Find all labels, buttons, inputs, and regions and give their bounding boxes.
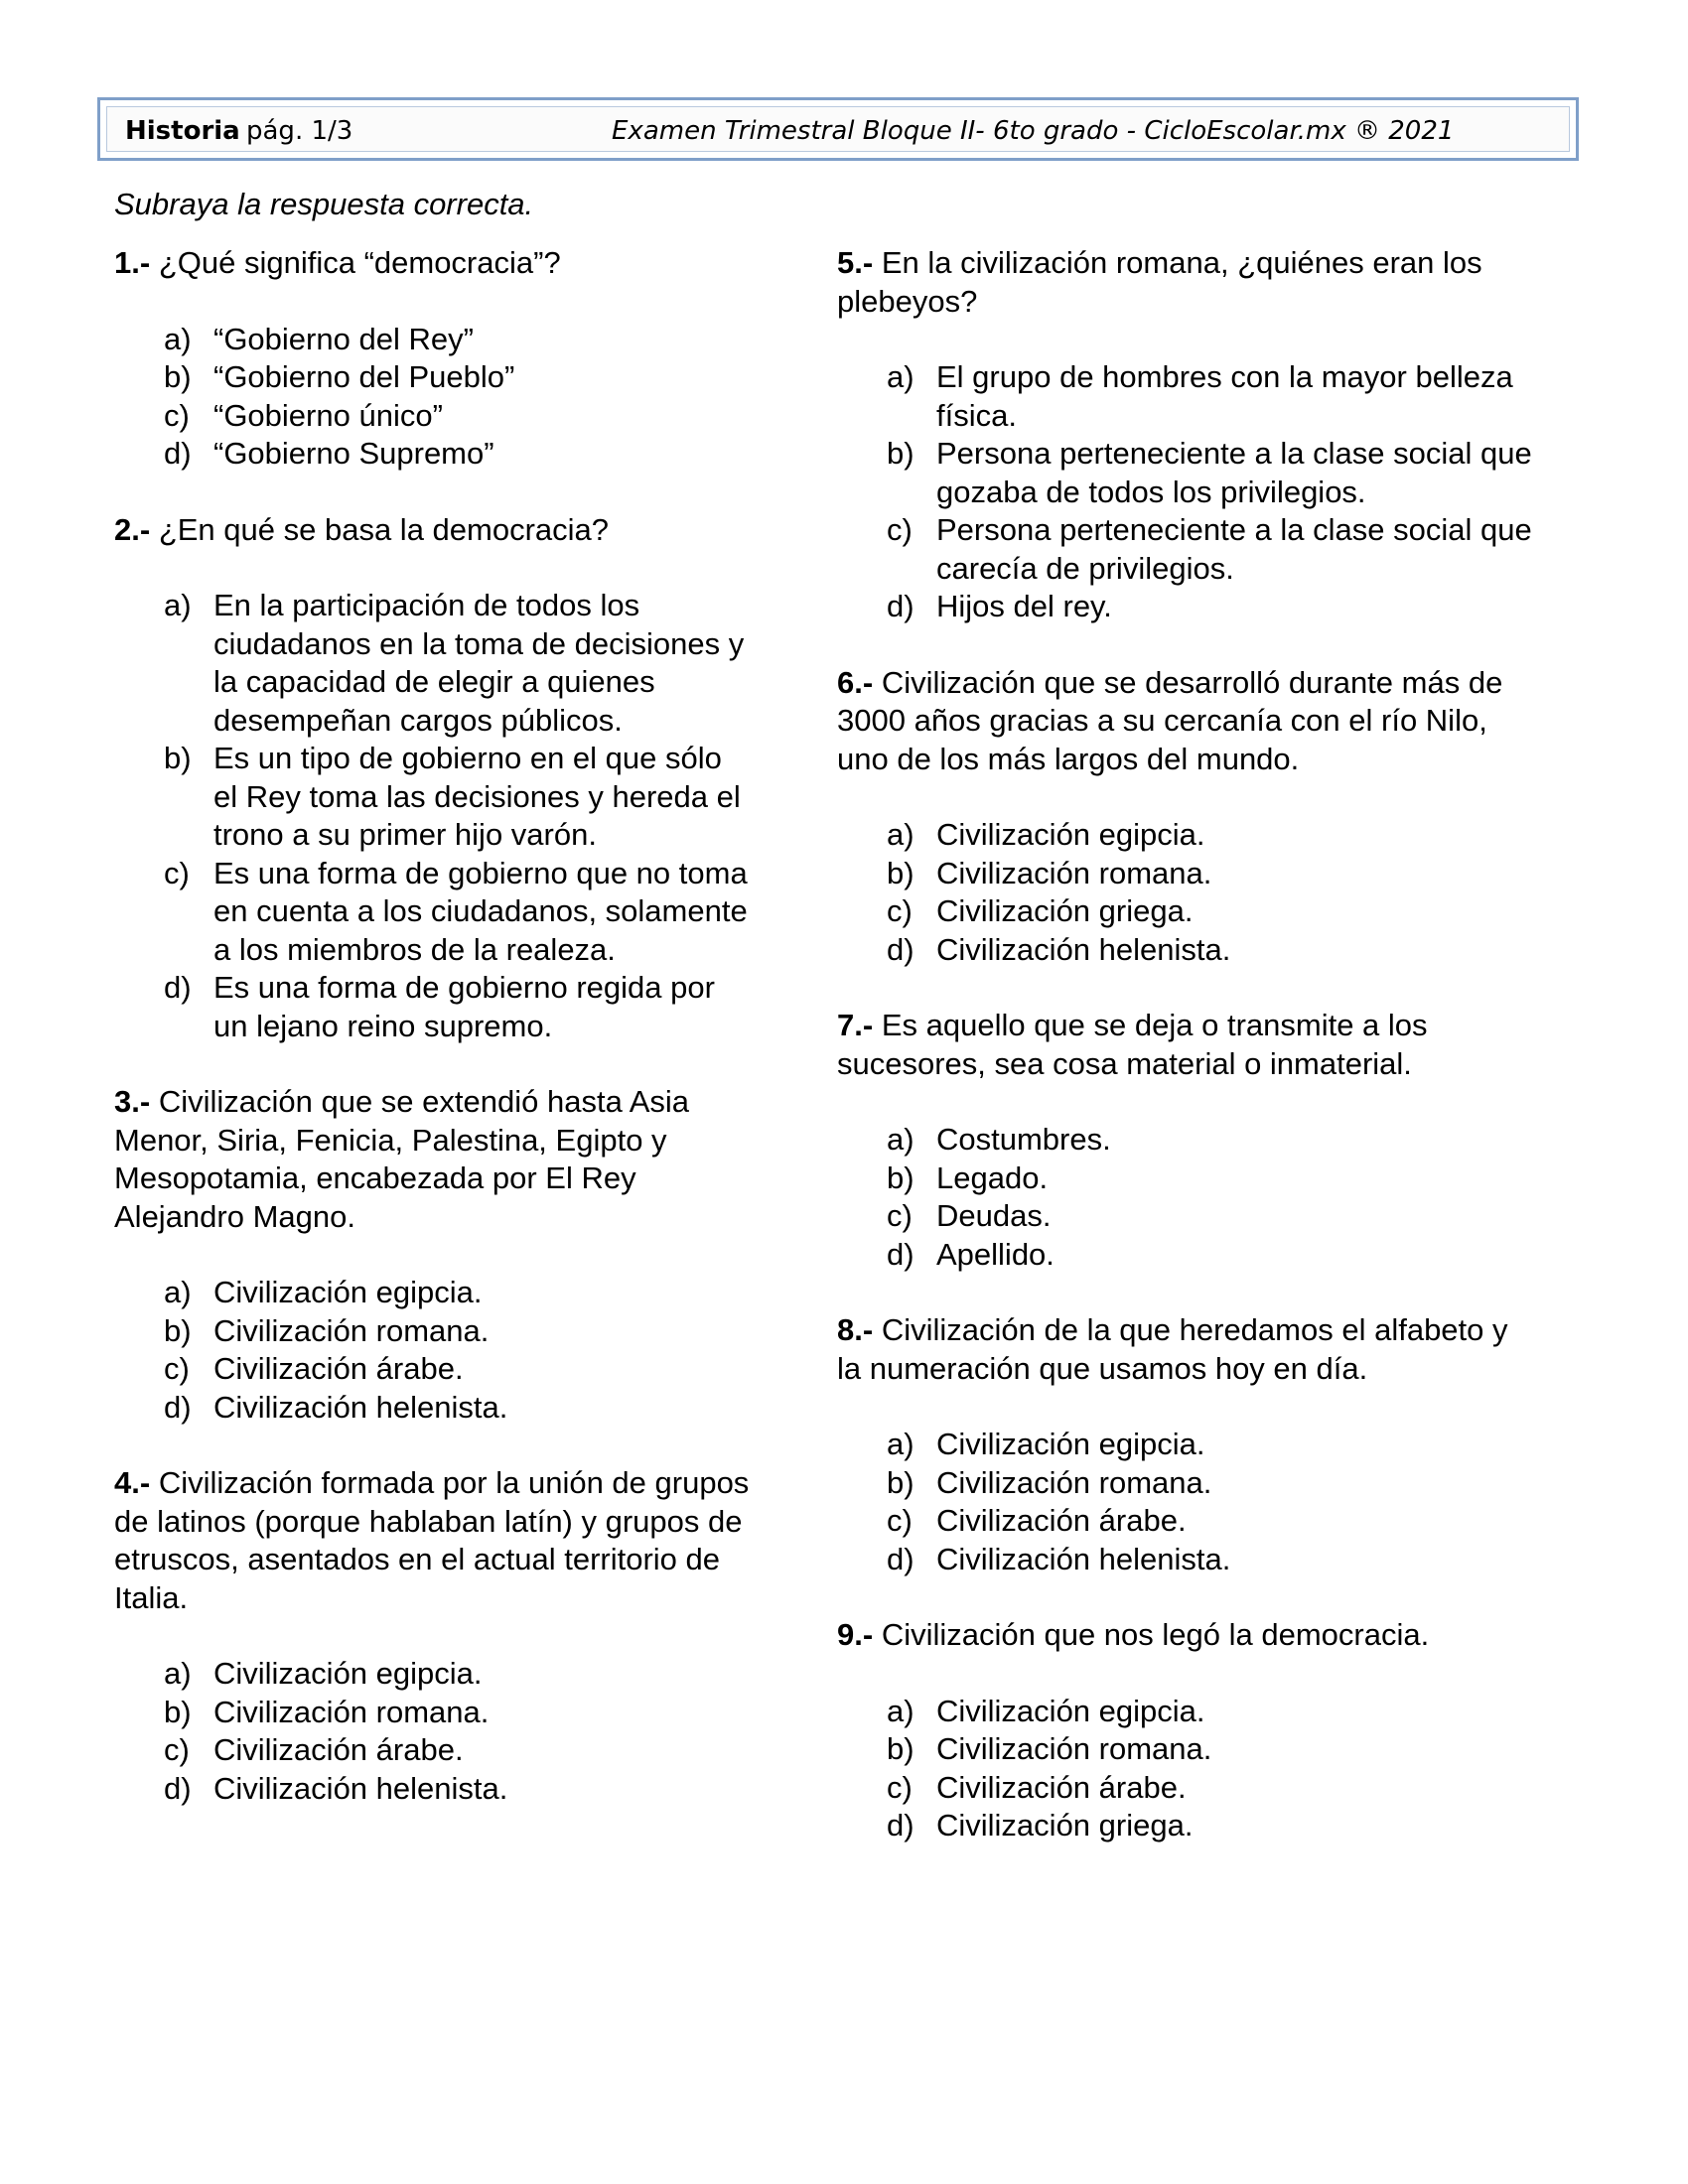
question-prompt: Civilización formada por la unión de grupos de latinos (porque hablaban latín) y grupos de etruscos, asentados en el actual territorio de Italia. (114, 1465, 750, 1615)
page-header-inner (106, 106, 1570, 152)
answer-options (837, 1121, 1532, 1274)
option-letter: b) (164, 741, 192, 775)
answer-option (114, 435, 750, 474)
option-letter: b) (887, 855, 914, 890)
answer-option (837, 1464, 1532, 1503)
option-letter: c) (164, 1351, 190, 1386)
question-prompt: Civilización que nos legó la democracia. (881, 1617, 1430, 1652)
option-text: Es una forma de gobierno regida por un lejano reino supremo. (213, 970, 715, 1043)
option-letter: a) (164, 588, 192, 622)
question-block (114, 244, 750, 474)
option-text: “Gobierno del Pueblo” (213, 359, 515, 394)
question-block (114, 511, 750, 1046)
option-text: Civilización griega. (936, 893, 1194, 928)
option-letter: c) (887, 1503, 913, 1538)
question-block (114, 1083, 750, 1427)
option-text: Civilización romana. (936, 1464, 1212, 1500)
left-column (114, 244, 750, 1845)
option-letter: d) (164, 970, 192, 1005)
option-text: Civilización helenista. (213, 1770, 508, 1806)
option-text: Hijos del rey. (936, 589, 1112, 623)
answer-option (837, 1769, 1532, 1808)
option-letter: d) (887, 1236, 914, 1272)
question-text (114, 1464, 750, 1617)
answer-option (114, 1694, 750, 1732)
question-text (114, 244, 750, 283)
answer-option (114, 969, 750, 1045)
exam-title: Examen Trimestral Bloque II- 6to grado - CicloEscolar.mx ® 2021 (612, 116, 1455, 146)
answer-options (114, 1274, 750, 1427)
answer-option (837, 435, 1532, 511)
option-letter: b) (164, 359, 192, 394)
option-letter: d) (887, 589, 914, 623)
answer-option (837, 1502, 1532, 1541)
option-text: Civilización romana. (936, 855, 1212, 890)
answer-option (114, 1731, 750, 1770)
question-prompt: Civilización que se extendió hasta Asia Menor, Siria, Fenicia, Palestina, Egipto y Mesopotamia, encabezada por El Rey Alejandro Magno. (114, 1084, 690, 1234)
answer-option (837, 816, 1532, 855)
question-number: 8.- (837, 1312, 874, 1347)
option-letter: d) (887, 931, 914, 967)
option-letter: a) (164, 1275, 192, 1309)
answer-option (114, 1274, 750, 1312)
answer-options (837, 1693, 1532, 1845)
option-text: En la participación de todos los ciudadanos en la toma de decisiones y la capacidad de elegir a quienes desempeñan cargos públicos. (213, 588, 745, 738)
answer-option (837, 588, 1532, 626)
question-block (837, 664, 1532, 970)
answer-option (114, 740, 750, 855)
question-number: 9.- (837, 1617, 874, 1652)
answer-option (114, 855, 750, 970)
option-letter: c) (887, 1198, 913, 1233)
question-number: 3.- (114, 1084, 151, 1119)
option-letter: c) (887, 512, 913, 547)
option-text: Civilización árabe. (936, 1769, 1187, 1805)
option-text: Civilización árabe. (936, 1503, 1187, 1538)
answer-option (114, 1655, 750, 1694)
answer-option (114, 1770, 750, 1809)
answer-options (837, 816, 1532, 969)
answer-option (837, 892, 1532, 931)
option-letter: d) (164, 1770, 192, 1806)
answer-option (837, 1426, 1532, 1464)
option-letter: a) (887, 817, 914, 852)
page-number: pág. 1/3 (246, 116, 353, 146)
option-text: El grupo de hombres con la mayor belleza física. (936, 359, 1513, 433)
option-letter: c) (887, 1769, 913, 1805)
answer-option (114, 358, 750, 397)
option-letter: a) (164, 1656, 192, 1691)
option-text: Deudas. (936, 1198, 1052, 1233)
answer-option (837, 1121, 1532, 1160)
question-text (837, 244, 1532, 321)
answer-option (837, 1160, 1532, 1198)
answer-options (837, 358, 1532, 626)
option-text: Costumbres. (936, 1122, 1111, 1157)
question-number: 6.- (837, 664, 874, 700)
page-header (97, 97, 1579, 161)
question-text (837, 664, 1532, 779)
option-letter: d) (887, 1808, 914, 1843)
option-text: Civilización romana. (213, 1694, 490, 1729)
option-text: Civilización árabe. (213, 1732, 464, 1767)
option-text: Es una forma de gobierno que no toma en cuenta a los ciudadanos, solamente a los miembros de la realeza. (213, 855, 748, 967)
option-text: Civilización helenista. (936, 931, 1231, 967)
question-number: 5.- (837, 245, 874, 280)
right-column (837, 244, 1532, 1883)
option-text: Es un tipo de gobierno en el que sólo el Rey toma las decisiones y hereda el trono a su primer hijo varón. (213, 741, 741, 852)
option-letter: a) (887, 1122, 914, 1157)
answer-option (837, 1197, 1532, 1236)
question-block (837, 1311, 1532, 1578)
question-block (114, 1464, 750, 1808)
question-number: 1.- (114, 245, 151, 280)
option-text: Civilización romana. (936, 1731, 1212, 1766)
option-letter: c) (887, 893, 913, 928)
question-text (837, 1007, 1532, 1083)
option-text: Civilización helenista. (936, 1541, 1231, 1576)
instructions: Subraya la respuesta correcta. (114, 187, 534, 221)
question-prompt: Es aquello que se deja o transmite a los sucesores, sea cosa material o inmaterial. (837, 1008, 1428, 1081)
answer-option (114, 587, 750, 740)
option-letter: b) (887, 1731, 914, 1766)
question-number: 7.- (837, 1008, 874, 1042)
answer-options (114, 1655, 750, 1808)
option-text: Civilización egipcia. (213, 1656, 483, 1691)
answer-option (114, 321, 750, 359)
option-text: Civilización egipcia. (936, 1693, 1205, 1728)
option-letter: a) (887, 1427, 914, 1461)
option-text: Persona perteneciente a la clase social que carecía de privilegios. (936, 512, 1532, 586)
question-text (114, 511, 750, 550)
option-letter: b) (887, 1464, 914, 1500)
question-block (837, 1616, 1532, 1845)
question-number: 4.- (114, 1465, 151, 1500)
option-text: Legado. (936, 1160, 1049, 1195)
answer-option (837, 1807, 1532, 1845)
question-block (837, 1007, 1532, 1274)
question-text (114, 1083, 750, 1236)
answer-option (837, 1236, 1532, 1275)
option-letter: b) (887, 436, 914, 471)
answer-options (114, 587, 750, 1045)
option-letter: d) (164, 1389, 192, 1425)
question-block (837, 244, 1532, 626)
option-letter: d) (164, 436, 192, 471)
option-letter: c) (164, 1732, 190, 1767)
answer-option (114, 1389, 750, 1428)
option-text: “Gobierno del Rey” (213, 321, 474, 356)
question-text (837, 1616, 1532, 1655)
question-number: 2.- (114, 511, 151, 547)
option-text: “Gobierno único” (213, 397, 443, 433)
subject-label: Historia (125, 116, 240, 146)
question-text (837, 1311, 1532, 1388)
option-text: “Gobierno Supremo” (213, 436, 494, 471)
answer-option (837, 1541, 1532, 1579)
option-letter: a) (887, 1693, 914, 1728)
answer-option (837, 855, 1532, 893)
answer-option (837, 931, 1532, 970)
option-letter: a) (164, 321, 192, 356)
answer-option (837, 511, 1532, 588)
answer-option (114, 1312, 750, 1351)
option-text: Civilización romana. (213, 1312, 490, 1348)
answer-option (114, 1350, 750, 1389)
question-prompt: ¿Qué significa “democracia”? (158, 245, 561, 280)
option-text: Civilización egipcia. (213, 1275, 483, 1309)
option-text: Civilización helenista. (213, 1389, 508, 1425)
answer-options (837, 1426, 1532, 1578)
option-letter: c) (164, 397, 190, 433)
option-text: Civilización árabe. (213, 1351, 464, 1386)
answer-option (837, 358, 1532, 435)
option-letter: d) (887, 1541, 914, 1576)
option-text: Civilización egipcia. (936, 1427, 1205, 1461)
option-text: Civilización egipcia. (936, 817, 1205, 852)
option-letter: c) (164, 855, 190, 890)
option-text: Persona perteneciente a la clase social que gozaba de todos los privilegios. (936, 436, 1532, 509)
option-letter: b) (887, 1160, 914, 1195)
answer-options (114, 321, 750, 474)
answer-option (114, 397, 750, 436)
option-letter: a) (887, 359, 914, 394)
option-letter: b) (164, 1312, 192, 1348)
question-prompt: En la civilización romana, ¿quiénes eran los plebeyos? (837, 245, 1482, 319)
answer-option (837, 1730, 1532, 1769)
question-prompt: ¿En qué se basa la democracia? (158, 511, 610, 547)
answer-option (837, 1693, 1532, 1731)
option-text: Civilización griega. (936, 1808, 1194, 1843)
option-letter: b) (164, 1694, 192, 1729)
option-text: Apellido. (936, 1236, 1055, 1272)
question-prompt: Civilización que se desarrolló durante más de 3000 años gracias a su cercanía con el río Nilo, uno de los más largos del mundo. (837, 664, 1503, 776)
question-prompt: Civilización de la que heredamos el alfabeto y la numeración que usamos hoy en día. (837, 1312, 1508, 1386)
